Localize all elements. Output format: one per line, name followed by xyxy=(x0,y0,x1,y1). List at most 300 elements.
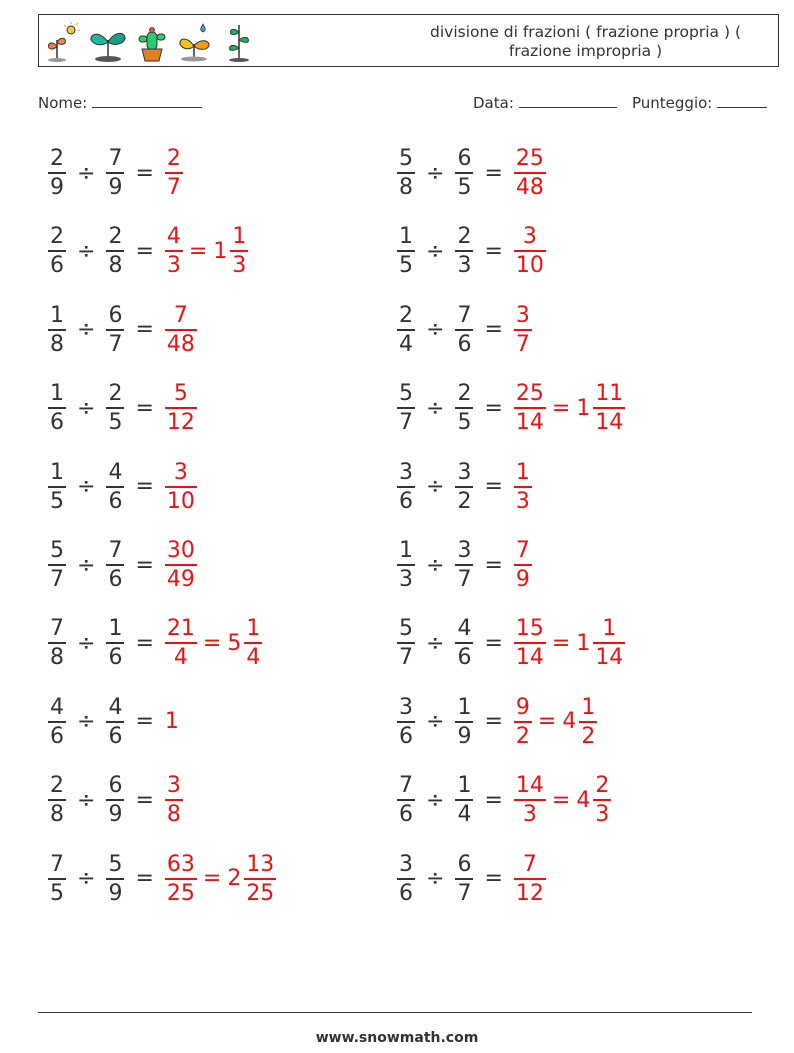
denominator: 9 xyxy=(50,175,64,200)
answer-fraction xyxy=(514,302,532,358)
numerator: 7 xyxy=(515,538,530,563)
dividend-fraction xyxy=(397,772,415,828)
problem-item xyxy=(395,613,627,673)
problem-item xyxy=(395,221,548,281)
denominator: 14 xyxy=(515,645,544,671)
divisor-fraction xyxy=(455,694,473,750)
dividend-fraction xyxy=(48,851,66,907)
answer-fraction xyxy=(514,223,546,279)
divide-symbol: ÷ xyxy=(77,630,96,656)
divisor-fraction xyxy=(455,615,473,671)
numerator: 63 xyxy=(166,851,195,877)
answer xyxy=(512,772,613,828)
equals-symbol: = xyxy=(484,787,503,813)
answer xyxy=(512,615,627,671)
numerator: 1 xyxy=(515,459,530,485)
dividend-fraction xyxy=(397,694,415,750)
denominator: 3 xyxy=(232,253,247,279)
numerator: 7 xyxy=(399,773,413,799)
numerator: 7 xyxy=(457,302,472,328)
answer-fraction xyxy=(514,145,546,201)
denominator: 3 xyxy=(595,802,610,828)
denominator: 2 xyxy=(515,723,530,749)
dividend-fraction xyxy=(397,380,415,436)
problem-item xyxy=(395,143,548,203)
numerator: 4 xyxy=(108,694,123,720)
equals-symbol: = xyxy=(135,395,154,421)
numerator: 13 xyxy=(246,851,275,877)
equals-symbol: = xyxy=(537,709,557,735)
date-label: Data: xyxy=(473,94,514,112)
mixed-fraction xyxy=(593,615,625,671)
denominator: 7 xyxy=(399,410,413,436)
worksheet-title: divisione di frazioni ( frazione propria ) ( frazione impropria ) xyxy=(430,23,741,60)
mixed-whole: 4 xyxy=(562,709,577,735)
divisor-fraction xyxy=(455,223,473,279)
answer-fraction xyxy=(165,145,183,201)
divide-symbol: ÷ xyxy=(77,395,96,421)
numerator: 1 xyxy=(581,694,596,720)
denominator: 8 xyxy=(50,802,64,828)
denominator: 6 xyxy=(108,645,123,671)
answer xyxy=(163,380,199,436)
answer-fraction xyxy=(165,851,197,907)
answer-fraction xyxy=(165,772,183,828)
dividend-fraction xyxy=(48,615,66,671)
denominator: 9 xyxy=(457,723,472,749)
numerator: 25 xyxy=(515,146,544,171)
divisor-fraction xyxy=(455,459,473,515)
numerator: 2 xyxy=(50,146,64,171)
denominator: 3 xyxy=(166,253,181,279)
denominator: 8 xyxy=(166,802,181,828)
numerator: 25 xyxy=(515,381,544,407)
equals-symbol: = xyxy=(484,238,503,264)
denominator: 10 xyxy=(515,253,544,279)
problem-item xyxy=(46,378,199,438)
numerator: 1 xyxy=(602,616,617,642)
answer xyxy=(512,694,599,750)
numerator: 1 xyxy=(50,381,64,407)
denominator: 10 xyxy=(166,488,195,514)
equals-symbol: = xyxy=(135,709,154,735)
denominator: 8 xyxy=(108,253,123,279)
equals-symbol: = xyxy=(135,866,154,892)
equals-symbol: = xyxy=(135,160,154,186)
denominator: 14 xyxy=(515,410,544,436)
divide-symbol: ÷ xyxy=(426,395,445,421)
denominator: 4 xyxy=(246,645,261,671)
equals-symbol: = xyxy=(484,866,503,892)
divide-symbol: ÷ xyxy=(426,474,445,500)
header-icons xyxy=(45,20,255,64)
dividend-fraction xyxy=(397,537,415,593)
equals-symbol: = xyxy=(484,395,503,421)
answer xyxy=(512,302,534,358)
divisor-fraction xyxy=(106,459,124,515)
divisor-fraction xyxy=(455,851,473,907)
denominator: 3 xyxy=(515,488,530,514)
numerator: 2 xyxy=(108,224,123,250)
denominator: 25 xyxy=(166,880,195,906)
numerator: 3 xyxy=(399,459,413,485)
answer xyxy=(163,459,199,515)
problem-item xyxy=(46,535,199,595)
watered-sprout-icon xyxy=(177,22,215,62)
name-field xyxy=(38,93,202,112)
denominator: 8 xyxy=(399,175,413,200)
denominator: 48 xyxy=(515,175,544,200)
denominator: 7 xyxy=(399,645,413,671)
worksheet-header xyxy=(38,14,779,67)
answer xyxy=(163,615,264,671)
divide-symbol: ÷ xyxy=(77,238,96,264)
divide-symbol: ÷ xyxy=(77,552,96,578)
numerator: 3 xyxy=(399,694,413,720)
problem-item xyxy=(46,221,250,281)
divide-symbol: ÷ xyxy=(426,160,445,186)
dividend-fraction xyxy=(397,851,415,907)
divisor-fraction xyxy=(106,851,124,907)
numerator: 4 xyxy=(166,224,181,250)
mixed-whole: 2 xyxy=(227,866,242,892)
equals-symbol: = xyxy=(484,552,503,578)
divide-symbol: ÷ xyxy=(426,709,445,735)
denominator: 6 xyxy=(108,567,123,592)
problem-item xyxy=(395,457,534,517)
mixed-whole: 1 xyxy=(576,395,591,421)
equals-symbol: = xyxy=(484,630,503,656)
equals-symbol: = xyxy=(551,630,571,656)
numerator: 1 xyxy=(246,616,261,642)
denominator: 7 xyxy=(457,567,472,592)
score-blank xyxy=(717,93,767,108)
mixed-fraction xyxy=(244,851,276,907)
mixed-whole: 1 xyxy=(213,238,228,264)
equals-symbol: = xyxy=(551,395,571,421)
answer xyxy=(512,459,534,515)
equals-symbol: = xyxy=(484,317,503,343)
numerator: 7 xyxy=(108,146,123,171)
numerator: 7 xyxy=(173,302,188,328)
numerator: 7 xyxy=(50,616,64,642)
denominator: 5 xyxy=(457,175,472,200)
denominator: 9 xyxy=(108,802,123,828)
mixed-fraction xyxy=(579,694,597,750)
answer-whole: 1 xyxy=(164,709,179,735)
denominator: 5 xyxy=(108,410,123,436)
numerator: 3 xyxy=(515,302,530,328)
mixed-fraction xyxy=(593,772,611,828)
answer-fraction xyxy=(514,615,546,671)
problem-item xyxy=(395,300,534,360)
divisor-fraction xyxy=(455,537,473,593)
numerator: 2 xyxy=(457,381,472,407)
denominator: 8 xyxy=(50,645,64,671)
denominator: 8 xyxy=(50,331,64,357)
denominator: 6 xyxy=(399,880,413,906)
answer-fraction xyxy=(165,223,183,279)
divide-symbol: ÷ xyxy=(426,787,445,813)
answer-fraction xyxy=(514,459,532,515)
problem-item xyxy=(46,849,278,909)
numerator: 2 xyxy=(166,146,181,171)
answer-fraction xyxy=(165,537,197,593)
dividend-fraction xyxy=(397,302,415,358)
equals-symbol: = xyxy=(202,866,222,892)
answer-fraction xyxy=(165,302,197,358)
denominator: 48 xyxy=(166,331,195,357)
denominator: 14 xyxy=(595,645,624,671)
denominator: 9 xyxy=(108,175,123,200)
denominator: 6 xyxy=(50,723,64,749)
denominator: 5 xyxy=(457,410,472,436)
answer-fraction xyxy=(514,380,546,436)
denominator: 3 xyxy=(399,567,413,592)
numerator: 9 xyxy=(515,694,530,720)
dividend-fraction xyxy=(48,694,66,750)
divisor-fraction xyxy=(106,537,124,593)
divisor-fraction xyxy=(455,302,473,358)
cactus-pot-icon xyxy=(135,22,169,62)
problem-item xyxy=(395,770,613,830)
numerator: 5 xyxy=(50,538,64,563)
divisor-fraction xyxy=(455,145,473,201)
footer-divider xyxy=(38,1012,752,1013)
denominator: 7 xyxy=(166,175,181,200)
dividend-fraction xyxy=(48,380,66,436)
denominator: 4 xyxy=(399,331,413,357)
problem-item xyxy=(46,143,185,203)
equals-symbol: = xyxy=(135,552,154,578)
divide-symbol: ÷ xyxy=(77,787,96,813)
problem-item xyxy=(46,300,199,360)
equals-symbol: = xyxy=(135,787,154,813)
denominator: 6 xyxy=(457,645,472,671)
name-label: Nome: xyxy=(38,94,88,112)
denominator: 6 xyxy=(50,410,64,436)
denominator: 6 xyxy=(399,488,413,514)
date-blank xyxy=(519,93,617,108)
denominator: 7 xyxy=(50,567,64,592)
numerator: 1 xyxy=(457,773,472,799)
numerator: 7 xyxy=(108,538,123,563)
equals-symbol: = xyxy=(135,474,154,500)
answer xyxy=(163,145,185,201)
answer-fraction xyxy=(514,851,546,907)
denominator: 6 xyxy=(108,488,123,514)
mixed-fraction xyxy=(593,380,625,436)
denominator: 12 xyxy=(515,880,544,906)
divisor-fraction xyxy=(106,302,124,358)
problem-item xyxy=(395,535,534,595)
denominator: 5 xyxy=(50,488,64,514)
equals-symbol: = xyxy=(484,474,503,500)
sprout-icon xyxy=(89,22,127,62)
equals-symbol: = xyxy=(484,709,503,735)
equals-symbol: = xyxy=(484,160,503,186)
denominator: 6 xyxy=(457,331,472,357)
numerator: 1 xyxy=(50,302,64,328)
answer-fraction xyxy=(165,459,197,515)
dividend-fraction xyxy=(48,459,66,515)
numerator: 6 xyxy=(108,302,123,328)
divisor-fraction xyxy=(106,772,124,828)
divide-symbol: ÷ xyxy=(426,317,445,343)
dividend-fraction xyxy=(48,772,66,828)
answer xyxy=(512,223,548,279)
dividend-fraction xyxy=(397,459,415,515)
numerator: 1 xyxy=(232,224,247,250)
equals-symbol: = xyxy=(551,787,571,813)
answer xyxy=(163,302,199,358)
name-blank xyxy=(92,93,202,108)
numerator: 6 xyxy=(457,851,472,877)
numerator: 14 xyxy=(515,773,544,799)
denominator: 3 xyxy=(457,253,472,279)
answer-fraction xyxy=(514,537,532,593)
problem-item xyxy=(46,770,185,830)
numerator: 2 xyxy=(457,224,472,250)
numerator: 21 xyxy=(166,616,195,642)
dividend-fraction xyxy=(397,223,415,279)
answer xyxy=(512,851,548,907)
mixed-whole: 5 xyxy=(227,630,242,656)
divide-symbol: ÷ xyxy=(77,866,96,892)
mixed-whole: 4 xyxy=(576,787,591,813)
numerator: 3 xyxy=(457,459,472,485)
numerator: 3 xyxy=(522,224,537,250)
answer-fraction xyxy=(165,615,197,671)
divisor-fraction xyxy=(106,145,124,201)
divide-symbol: ÷ xyxy=(77,474,96,500)
score-label: Punteggio: xyxy=(632,94,713,112)
answer xyxy=(163,772,185,828)
dividend-fraction xyxy=(397,145,415,201)
dividend-fraction xyxy=(397,615,415,671)
denominator: 4 xyxy=(457,802,472,828)
denominator: 6 xyxy=(399,723,413,749)
problem-item xyxy=(46,613,264,673)
numerator: 1 xyxy=(399,538,413,563)
denominator: 5 xyxy=(50,880,64,906)
numerator: 5 xyxy=(399,146,413,171)
answer xyxy=(512,145,548,201)
answer-fraction xyxy=(514,694,532,750)
denominator: 4 xyxy=(173,645,188,671)
equals-symbol: = xyxy=(135,630,154,656)
denominator: 25 xyxy=(246,880,275,906)
footer-url: www.snowmath.com xyxy=(315,1030,479,1046)
denominator: 3 xyxy=(522,802,537,828)
numerator: 6 xyxy=(108,773,123,799)
answer xyxy=(512,537,534,593)
denominator: 6 xyxy=(399,802,413,828)
tall-plant-icon xyxy=(223,22,255,62)
numerator: 7 xyxy=(522,851,537,877)
divide-symbol: ÷ xyxy=(77,160,96,186)
numerator: 5 xyxy=(399,381,413,407)
divisor-fraction xyxy=(106,694,124,750)
numerator: 4 xyxy=(108,459,123,485)
problem-item xyxy=(46,457,199,517)
dividend-fraction xyxy=(48,223,66,279)
numerator: 6 xyxy=(457,146,472,171)
answer-fraction xyxy=(514,772,546,828)
problem-item xyxy=(395,849,548,909)
problem-item xyxy=(395,378,627,438)
divisor-fraction xyxy=(455,380,473,436)
dividend-fraction xyxy=(48,302,66,358)
denominator: 5 xyxy=(399,253,413,279)
numerator: 2 xyxy=(399,302,413,328)
numerator: 5 xyxy=(399,616,413,642)
divisor-fraction xyxy=(106,615,124,671)
numerator: 1 xyxy=(50,459,64,485)
denominator: 6 xyxy=(50,253,64,279)
numerator: 4 xyxy=(50,694,64,720)
numerator: 1 xyxy=(108,616,123,642)
seedling-sun-icon xyxy=(45,22,81,62)
divide-symbol: ÷ xyxy=(426,238,445,264)
equals-symbol: = xyxy=(202,630,222,656)
numerator: 2 xyxy=(50,773,64,799)
score-field xyxy=(632,93,767,112)
answer xyxy=(163,223,250,279)
equals-symbol: = xyxy=(135,238,154,264)
numerator: 4 xyxy=(457,616,472,642)
denominator: 14 xyxy=(595,410,624,436)
numerator: 3 xyxy=(457,538,472,563)
numerator: 1 xyxy=(457,694,472,720)
mixed-whole: 1 xyxy=(576,630,591,656)
date-field xyxy=(473,93,617,112)
denominator: 9 xyxy=(108,880,123,906)
dividend-fraction xyxy=(48,145,66,201)
answer-fraction xyxy=(165,380,197,436)
numerator: 1 xyxy=(399,224,413,250)
mixed-fraction xyxy=(244,615,262,671)
denominator: 12 xyxy=(166,410,195,436)
divisor-fraction xyxy=(106,380,124,436)
numerator: 2 xyxy=(50,224,64,250)
numerator: 3 xyxy=(399,851,413,877)
divisor-fraction xyxy=(106,223,124,279)
numerator: 5 xyxy=(108,851,123,877)
denominator: 7 xyxy=(457,880,472,906)
dividend-fraction xyxy=(48,537,66,593)
denominator: 7 xyxy=(108,331,123,357)
answer xyxy=(163,537,199,593)
denominator: 2 xyxy=(581,723,596,749)
denominator: 49 xyxy=(166,567,195,592)
numerator: 2 xyxy=(108,381,123,407)
numerator: 2 xyxy=(595,773,610,799)
divide-symbol: ÷ xyxy=(77,709,96,735)
problem-item xyxy=(395,692,599,752)
numerator: 3 xyxy=(173,459,188,485)
answer xyxy=(512,380,627,436)
denominator: 9 xyxy=(515,567,530,592)
divide-symbol: ÷ xyxy=(426,552,445,578)
mixed-fraction xyxy=(230,223,248,279)
divide-symbol: ÷ xyxy=(426,866,445,892)
numerator: 30 xyxy=(166,538,195,563)
answer xyxy=(163,708,180,735)
denominator: 2 xyxy=(457,488,472,514)
problem-item xyxy=(46,692,180,752)
numerator: 3 xyxy=(166,773,181,799)
